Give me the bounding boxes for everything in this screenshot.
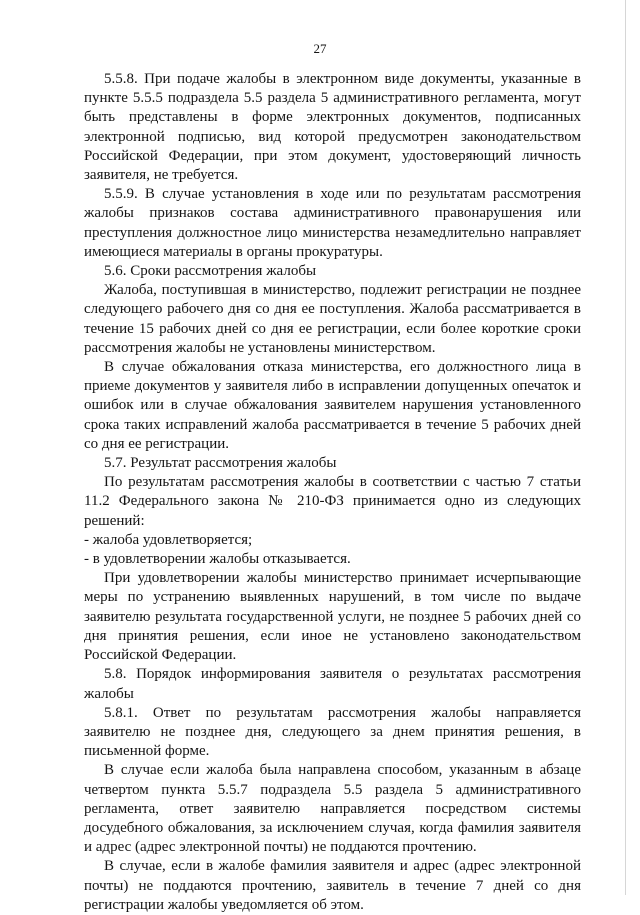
paragraph: В случае, если в жалобе фамилия заявителя и адрес (адрес электронной почты) не поддаются прочтению, заявитель в течение 7 дней со дня регистрации жалобы уведомляется об этом. xyxy=(84,858,581,913)
paragraph-5-5-8: 5.5.8. При подаче жалобы в электронном виде документы, указанные в пункте 5.5.5 подраздела 5.5 раздела 5 административного регламента, могут быть представлены в форме электронных документов, подписанных электронной подписью, вид которой предусмотрен законодательством Российской Федерации, при этом документ, удостоверяющий личность заявителя, не требуется. xyxy=(84,71,581,184)
heading-5-6: 5.6. Сроки рассмотрения жалобы xyxy=(104,263,317,280)
list-item: - жалоба удовлетворяется; xyxy=(84,531,253,548)
paragraph: В случае обжалования отказа министерства, его должностного лица в приеме документов у заявителя либо в исправлении допущенных опечаток и ошибок или в случае обжалования заявителем нарушения установленного срока таких исправлений жалоба рассматривается в течение 5 рабочих дней со дня ее регистрации. xyxy=(84,359,581,452)
list-item: - в удовлетворении жалобы отказывается. xyxy=(84,551,351,568)
paragraph: По результатам рассмотрения жалобы в соответствии с частью 7 статьи 11.2 Федерального закона № 210-ФЗ принимается одно из следующих решений: xyxy=(84,474,581,529)
paragraph-5-8-1: 5.8.1. Ответ по результатам рассмотрения жалобы направляется заявителю не позднее дня, следующего за днем принятия решения, в письменной форме. xyxy=(84,704,581,760)
paragraph-5-5-9: 5.5.9. В случае установления в ходе или по результатам рассмотрения жалобы признаков состава административного правонарушения или преступления должностное лицо министерства незамедлительно направляет имеющиеся материалы в органы прокуратуры. xyxy=(84,186,581,260)
document-body xyxy=(84,70,581,915)
paragraph: В случае если жалоба была направлена способом, указанным в абзаце четвертом пункта 5.5.7 подраздела 5.5 раздела 5 административного регламента, ответ заявителю направляется посредством системы досудебного обжалования, за исключением случая, когда фамилия заявителя и адрес (адрес электронной почты) не поддаются прочтению. xyxy=(84,762,581,856)
heading-5-8: 5.8. Порядок информирования заявителя о результатах рассмотрения жалобы xyxy=(84,666,581,702)
page-edge xyxy=(625,0,626,895)
paragraph: При удовлетворении жалобы министерство принимает исчерпывающие меры по устранению выявленных нарушений, в том числе по выдаче заявителю результата государственной услуги, не позднее 5 рабочих дней со дня принятия решения, если иное не установлено законодательством Российской Федерации. xyxy=(84,570,581,664)
page-number: 27 xyxy=(313,41,327,56)
paragraph: Жалоба, поступившая в министерство, подлежит регистрации не позднее следующего рабочего дня со дня ее поступления. Жалоба рассматривается в течение 15 рабочих дней со дня ее регистрации, если более короткие сроки рассмотрения жалобы не установлены министерством. xyxy=(84,282,581,356)
heading-5-7: 5.7. Результат рассмотрения жалобы xyxy=(104,455,337,472)
